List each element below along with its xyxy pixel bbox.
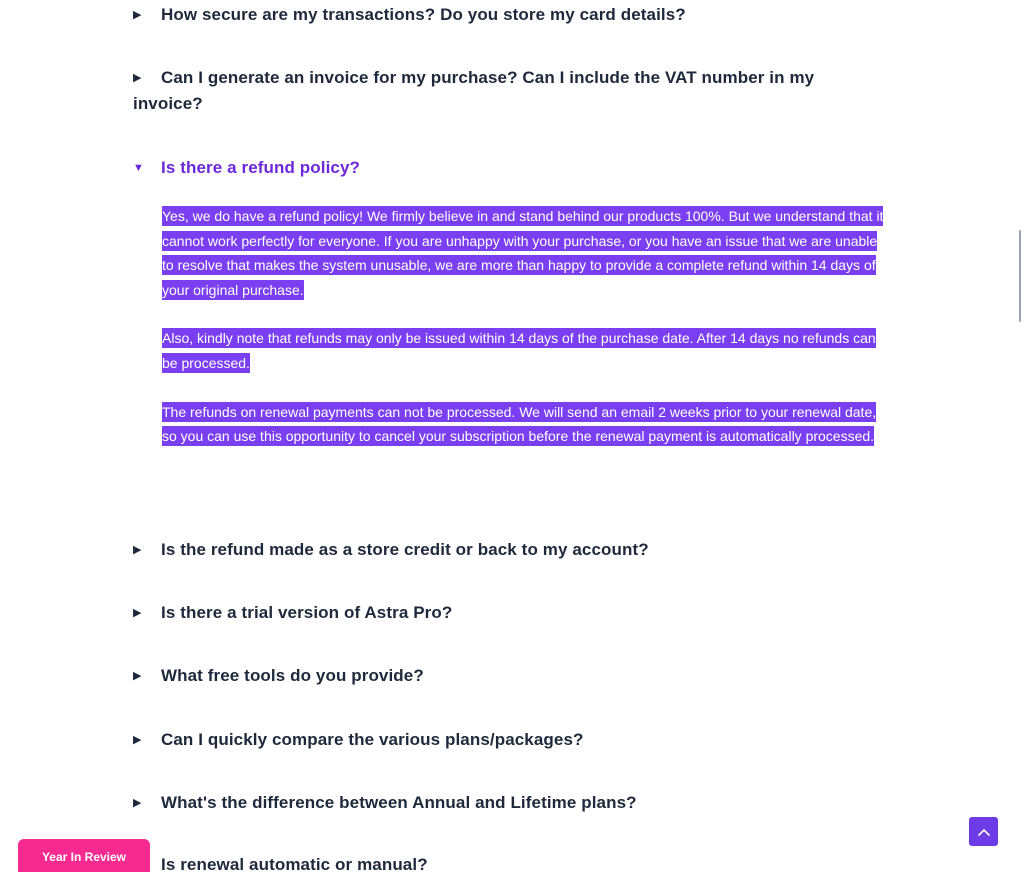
faq-item-trial-version[interactable]	[133, 600, 853, 626]
faq-question: Can I quickly compare the various plans/packages?	[161, 730, 584, 749]
faq-item-refund-policy[interactable]	[133, 155, 853, 181]
faq-question: Is renewal automatic or manual?	[161, 855, 428, 872]
faq-question: What free tools do you provide?	[161, 666, 424, 685]
faq-item-free-tools[interactable]	[133, 663, 853, 689]
answer-text: The refunds on renewal payments can not be processed. We will send an email 2 weeks prior to your renewal date, so you can use this opportunity to cancel your subscription before the renewal payment is automatically processed.	[162, 403, 877, 445]
triangle-right-icon: ▶	[133, 670, 142, 682]
answer-text: Yes, we do have a refund policy! We firmly believe in and stand behind our products 100%. But we understand that it cannot work perfectly for everyone. If you are unhappy with your purchase, or you have an issue that we are unable to resolve that makes the system unusable, we are more than happy to provide a complete refund within 14 days of your original purchase.	[162, 208, 884, 298]
year-in-review-label: Year In Review	[41, 850, 127, 864]
faq-answer-refund-policy	[162, 204, 887, 473]
faq-question: How secure are my transactions? Do you store my card details?	[161, 5, 686, 24]
triangle-down-icon: ▼	[133, 162, 144, 174]
faq-item-refund-method[interactable]	[133, 537, 853, 563]
chevron-up-icon	[977, 825, 991, 839]
faq-question: Can I generate an invoice for my purchase? Can I include the VAT number in my invoice?	[133, 68, 815, 113]
faq-question: Is there a trial version of Astra Pro?	[161, 603, 453, 622]
triangle-right-icon: ▶	[133, 544, 142, 556]
faq-item-invoice-vat[interactable]	[133, 65, 853, 117]
faq-question: Is the refund made as a store credit or back to my account?	[161, 540, 649, 559]
scroll-to-top-button[interactable]	[969, 817, 998, 846]
triangle-right-icon: ▶	[133, 797, 142, 809]
triangle-right-icon: ▶	[133, 9, 142, 21]
triangle-right-icon: ▶	[133, 734, 142, 746]
year-in-review-button[interactable]	[18, 839, 150, 872]
answer-paragraph	[162, 326, 887, 375]
answer-text: Also, kindly note that refunds may only be issued within 14 days of the purchase date. After 14 days no refunds can be processed.	[162, 330, 876, 371]
triangle-right-icon: ▶	[133, 72, 142, 84]
triangle-right-icon: ▶	[133, 607, 142, 619]
faq-item-renewal[interactable]	[133, 852, 853, 872]
faq-item-compare-plans[interactable]	[133, 727, 853, 753]
faq-question: What's the difference between Annual and Lifetime plans?	[161, 793, 637, 812]
faq-item-annual-vs-lifetime[interactable]	[133, 790, 853, 816]
faq-item-card-security[interactable]	[133, 2, 853, 28]
answer-paragraph	[162, 400, 887, 449]
faq-question: Is there a refund policy?	[161, 158, 360, 177]
page-scrollbar[interactable]	[1019, 230, 1021, 322]
answer-paragraph	[162, 204, 887, 302]
